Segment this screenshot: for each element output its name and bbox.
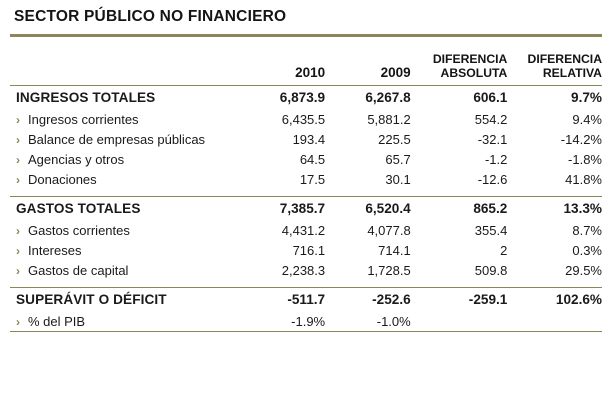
table-row bbox=[10, 240, 602, 260]
cell-2009: 1,728.5 bbox=[367, 262, 411, 278]
column-header-diferencia-absoluta-line1: DIFERENCIA bbox=[432, 52, 508, 66]
table-row bbox=[10, 197, 602, 220]
column-header-concept bbox=[10, 37, 240, 86]
table-row bbox=[10, 129, 602, 149]
table-body bbox=[10, 86, 602, 331]
table-row bbox=[10, 311, 602, 331]
chevron-right-icon: › bbox=[16, 314, 20, 329]
cell-diferencia-absoluta: -12.6 bbox=[477, 171, 508, 187]
row-label-text: Gastos de capital bbox=[28, 262, 129, 278]
cell-2010: 4,431.2 bbox=[281, 222, 326, 238]
cell-2009: 4,077.8 bbox=[367, 222, 411, 238]
column-header-diferencia-absoluta-line2: ABSOLUTA bbox=[440, 65, 508, 80]
cell-diferencia-absoluta: -32.1 bbox=[477, 131, 508, 147]
row-label bbox=[10, 240, 240, 260]
table-header-row bbox=[10, 37, 602, 86]
row-label-text: Ingresos corrientes bbox=[28, 111, 139, 127]
cell-diferencia-relativa: -1.8% bbox=[568, 151, 602, 167]
cell-diferencia-relativa: 13.3% bbox=[563, 201, 602, 217]
cell-2009: 714.1 bbox=[378, 242, 411, 258]
column-header-diferencia-absoluta bbox=[411, 37, 508, 86]
column-header-2009: 2009 bbox=[380, 65, 411, 81]
cell-diferencia-relativa: 41.8% bbox=[565, 171, 602, 187]
chevron-right-icon: › bbox=[16, 132, 20, 147]
row-label: GASTOS TOTALES bbox=[16, 201, 141, 217]
cell-2009: 6,520.4 bbox=[365, 201, 411, 217]
column-header-diferencia-relativa-line1: DIFERENCIA bbox=[527, 52, 602, 66]
row-label bbox=[10, 129, 240, 149]
group-spacer bbox=[10, 280, 602, 288]
row-label bbox=[10, 311, 240, 331]
cell-2009: 225.5 bbox=[378, 131, 411, 147]
column-header-2010: 2010 bbox=[295, 65, 326, 81]
cell-diferencia-relativa bbox=[507, 311, 602, 331]
financial-table bbox=[10, 37, 602, 331]
table-row bbox=[10, 169, 602, 189]
row-label-text: % del PIB bbox=[28, 313, 86, 329]
column-header-diferencia-relativa bbox=[507, 37, 602, 86]
cell-2010: 7,385.7 bbox=[279, 201, 326, 217]
cell-2010: 6,435.5 bbox=[281, 111, 326, 127]
cell-diferencia-absoluta: 606.1 bbox=[473, 90, 508, 106]
cell-diferencia-relativa: -14.2% bbox=[560, 131, 602, 147]
row-label bbox=[10, 220, 240, 240]
row-label bbox=[10, 169, 240, 189]
cell-2010: 17.5 bbox=[299, 171, 326, 187]
table-bottom-rule bbox=[10, 331, 602, 332]
table-row bbox=[10, 260, 602, 280]
table-row bbox=[10, 109, 602, 129]
group-spacer bbox=[10, 189, 602, 197]
cell-2010: 716.1 bbox=[292, 242, 326, 258]
cell-2009: -1.0% bbox=[376, 313, 411, 329]
table-header bbox=[10, 37, 602, 86]
cell-2010: -1.9% bbox=[291, 313, 326, 329]
cell-2010: 193.4 bbox=[292, 131, 326, 147]
table-row bbox=[10, 86, 602, 109]
chevron-right-icon: › bbox=[16, 263, 20, 278]
row-label-text: Agencias y otros bbox=[28, 151, 125, 167]
chevron-right-icon: › bbox=[16, 112, 20, 127]
table-row bbox=[10, 149, 602, 169]
cell-2009: 30.1 bbox=[385, 171, 411, 187]
cell-diferencia-absoluta bbox=[411, 311, 508, 331]
row-label-text: Gastos corrientes bbox=[28, 222, 130, 238]
cell-diferencia-absoluta: 355.4 bbox=[474, 222, 508, 238]
cell-diferencia-relativa: 9.7% bbox=[571, 90, 602, 106]
cell-diferencia-absoluta: 865.2 bbox=[473, 201, 508, 217]
cell-diferencia-relativa: 8.7% bbox=[572, 222, 602, 238]
row-label: SUPERÁVIT O DÉFICIT bbox=[16, 292, 167, 308]
cell-2009: 65.7 bbox=[385, 151, 411, 167]
cell-2010: -511.7 bbox=[287, 292, 326, 308]
chevron-right-icon: › bbox=[16, 172, 20, 187]
page-title: SECTOR PÚBLICO NO FINANCIERO bbox=[14, 8, 287, 25]
cell-diferencia-relativa: 9.4% bbox=[572, 111, 602, 127]
row-label-text: Balance de empresas públicas bbox=[28, 131, 206, 147]
cell-diferencia-relativa: 102.6% bbox=[555, 292, 602, 308]
row-label bbox=[10, 260, 240, 280]
cell-2009: 6,267.8 bbox=[365, 90, 411, 106]
cell-diferencia-absoluta: -259.1 bbox=[468, 292, 508, 308]
cell-2009: -252.6 bbox=[372, 292, 411, 308]
chevron-right-icon: › bbox=[16, 223, 20, 238]
cell-diferencia-absoluta: -1.2 bbox=[484, 151, 508, 167]
cell-diferencia-relativa: 29.5% bbox=[565, 262, 602, 278]
row-label-text: Donaciones bbox=[28, 171, 97, 187]
cell-diferencia-absoluta: 554.2 bbox=[474, 111, 508, 127]
chevron-right-icon: › bbox=[16, 243, 20, 258]
column-header-diferencia-relativa-line2: RELATIVA bbox=[542, 65, 602, 80]
cell-2010: 6,873.9 bbox=[279, 90, 326, 106]
table-row bbox=[10, 288, 602, 311]
cell-2010: 64.5 bbox=[299, 151, 326, 167]
table-row bbox=[10, 220, 602, 240]
row-label-text: Intereses bbox=[28, 242, 82, 258]
row-label bbox=[10, 109, 240, 129]
cell-diferencia-absoluta: 2 bbox=[500, 242, 508, 258]
cell-diferencia-absoluta: 509.8 bbox=[474, 262, 508, 278]
document-title-bar bbox=[10, 0, 602, 32]
row-label bbox=[10, 149, 240, 169]
cell-2010: 2,238.3 bbox=[281, 262, 326, 278]
row-label: INGRESOS TOTALES bbox=[16, 90, 156, 106]
cell-2009: 5,881.2 bbox=[367, 111, 411, 127]
cell-diferencia-relativa: 0.3% bbox=[572, 242, 602, 258]
chevron-right-icon: › bbox=[16, 152, 20, 167]
